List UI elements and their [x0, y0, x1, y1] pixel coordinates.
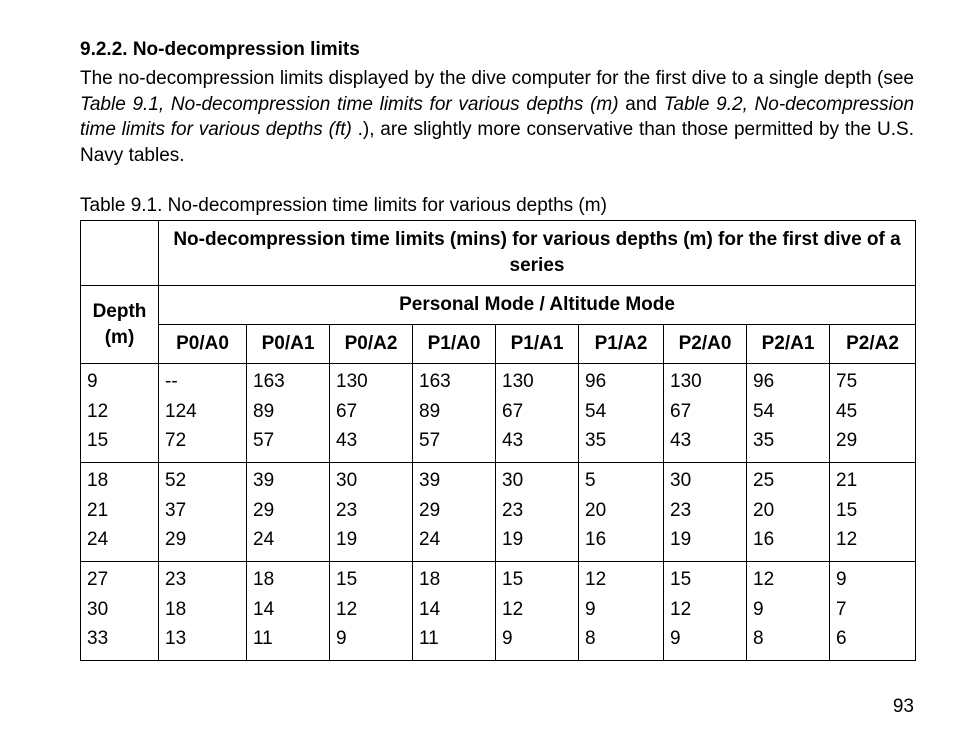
time-value: 67: [336, 400, 358, 422]
time-value: 54: [753, 400, 775, 422]
no-deco-table: [80, 220, 916, 661]
time-value: 15: [670, 569, 692, 590]
time-limit-cell: [413, 364, 496, 463]
column-header: P2/A0: [664, 325, 747, 364]
time-limit-cell: [330, 463, 413, 562]
time-value: 67: [502, 400, 524, 422]
time-value: 7: [836, 598, 847, 620]
time-value: 29: [165, 529, 187, 550]
table-reference-m[interactable]: Table 9.1, No-decompression time limits for various depths (m): [80, 93, 619, 115]
table-corner-cell: [81, 221, 159, 286]
time-limit-cell: [496, 364, 579, 463]
time-value: 12: [836, 529, 858, 550]
time-value: 130: [670, 371, 702, 392]
time-limit-cell: [159, 364, 247, 463]
intro-paragraph: [80, 66, 914, 168]
time-value: 163: [253, 371, 285, 392]
time-value: 23: [336, 499, 358, 521]
time-value: 16: [753, 529, 775, 550]
time-value: 54: [585, 400, 607, 422]
depth-header: Depth (m): [81, 286, 159, 364]
depth-value: 18: [87, 470, 109, 491]
depth-value: 24: [87, 529, 109, 550]
time-value: 9: [336, 628, 347, 649]
time-value: 37: [165, 499, 187, 521]
time-limit-cell: [413, 463, 496, 562]
time-value: 57: [253, 430, 275, 451]
time-value: 16: [585, 529, 607, 550]
table-caption: Table 9.1. No-decompression time limits for various depths (m): [80, 195, 607, 216]
time-value: 30: [336, 470, 358, 491]
table-row: [81, 463, 916, 562]
column-header: P0/A1: [247, 325, 330, 364]
time-value: 72: [165, 430, 187, 451]
time-value: 43: [336, 430, 358, 451]
time-limit-cell: [413, 562, 496, 661]
time-value: 6: [836, 628, 847, 649]
column-header: P2/A2: [830, 325, 916, 364]
time-value: 52: [165, 470, 187, 491]
column-header: P2/A1: [747, 325, 830, 364]
time-value: 19: [336, 529, 358, 550]
depth-value: 33: [87, 628, 109, 649]
time-value: 18: [253, 569, 275, 590]
time-limit-cell: [496, 562, 579, 661]
time-value: 23: [502, 499, 524, 521]
time-limit-cell: [247, 364, 330, 463]
time-value: 30: [670, 470, 692, 491]
table-row: [81, 364, 916, 463]
time-value: 25: [753, 470, 775, 491]
time-value: 35: [585, 430, 607, 451]
time-value: 75: [836, 371, 858, 392]
para-text-1: The no-decompression limits displayed by the dive computer for the first dive to a single depth (see: [80, 68, 914, 89]
column-header: P1/A2: [579, 325, 664, 364]
time-value: 29: [419, 499, 441, 521]
time-limit-cell: [247, 463, 330, 562]
time-value: 43: [502, 430, 524, 451]
time-value: 29: [253, 499, 275, 521]
time-limit-cell: [664, 463, 747, 562]
column-header: P1/A0: [413, 325, 496, 364]
time-value: 15: [502, 569, 524, 590]
time-value: 96: [585, 371, 607, 392]
time-value: 12: [585, 569, 607, 590]
time-value: 67: [670, 400, 692, 422]
time-value: 35: [753, 430, 775, 451]
time-limit-cell: [159, 463, 247, 562]
para-text-3: .), are slightly more conservative than those permitted by the U.S. Navy tables.: [80, 119, 914, 166]
table-reference-ft[interactable]: Table 9.2, No-decompression time limits for various depths (ft): [80, 93, 915, 140]
time-value: 9: [585, 598, 596, 620]
time-limit-cell: [747, 562, 830, 661]
time-value: 8: [753, 628, 764, 649]
time-limit-cell: [830, 562, 916, 661]
time-value: 13: [165, 628, 187, 649]
time-value: 11: [419, 628, 439, 649]
time-value: 5: [585, 470, 596, 491]
time-limit-cell: [830, 364, 916, 463]
page-content: [80, 38, 914, 661]
time-value: 130: [502, 371, 534, 392]
mode-header: Personal Mode / Altitude Mode: [159, 286, 916, 325]
time-limit-cell: [579, 463, 664, 562]
time-value: --: [165, 371, 178, 392]
time-limit-cell: [159, 562, 247, 661]
depth-value: 30: [87, 598, 109, 620]
time-value: 19: [502, 529, 524, 550]
time-limit-cell: [664, 562, 747, 661]
page-number: 93: [892, 696, 914, 717]
depth-value: 9: [87, 371, 98, 392]
time-value: 12: [753, 569, 775, 590]
time-value: 14: [419, 598, 441, 620]
time-value: 18: [419, 569, 441, 590]
top-header: No-decompression time limits (mins) for various depths (m) for the first dive of a series: [159, 221, 916, 286]
depth-value: 21: [87, 499, 109, 521]
time-value: 12: [336, 598, 358, 620]
time-limit-cell: [664, 364, 747, 463]
time-limit-cell: [330, 364, 413, 463]
time-value: 57: [419, 430, 441, 451]
time-value: 11: [253, 628, 273, 649]
time-value: 20: [753, 499, 775, 521]
time-value: 9: [836, 569, 847, 590]
column-header: P1/A1: [496, 325, 579, 364]
time-value: 19: [670, 529, 692, 550]
time-value: 124: [165, 400, 197, 422]
time-value: 23: [165, 569, 187, 590]
time-value: 29: [836, 430, 858, 451]
time-value: 9: [502, 628, 513, 649]
table-row: [81, 562, 916, 661]
time-limit-cell: [747, 364, 830, 463]
time-limit-cell: [579, 562, 664, 661]
time-value: 8: [585, 628, 596, 649]
time-value: 18: [165, 598, 187, 620]
time-value: 15: [336, 569, 358, 590]
time-value: 163: [419, 371, 451, 392]
time-value: 96: [753, 371, 775, 392]
time-value: 24: [253, 529, 275, 550]
section-heading: 9.2.2. No-decompression limits: [80, 39, 360, 60]
column-header: P0/A2: [330, 325, 413, 364]
time-value: 24: [419, 529, 441, 550]
depth-value: 27: [87, 569, 109, 590]
time-value: 9: [753, 598, 764, 620]
time-limit-cell: [330, 562, 413, 661]
time-limit-cell: [496, 463, 579, 562]
time-value: 20: [585, 499, 607, 521]
time-limit-cell: [747, 463, 830, 562]
time-value: 15: [836, 499, 858, 521]
time-value: 14: [253, 598, 275, 620]
depth-cell: [81, 463, 159, 562]
depth-value: 12: [87, 400, 109, 422]
para-text-2: and: [618, 93, 664, 115]
time-value: 43: [670, 430, 692, 451]
time-value: 12: [670, 598, 692, 620]
depth-cell: [81, 562, 159, 661]
time-value: 12: [502, 598, 524, 620]
time-value: 30: [502, 470, 524, 491]
time-value: 45: [836, 400, 858, 422]
time-value: 89: [419, 400, 441, 422]
time-limit-cell: [830, 463, 916, 562]
time-value: 89: [253, 400, 275, 422]
time-value: 39: [419, 470, 441, 491]
time-value: 130: [336, 371, 368, 392]
time-value: 23: [670, 499, 692, 521]
depth-cell: [81, 364, 159, 463]
time-value: 39: [253, 470, 275, 491]
time-limit-cell: [247, 562, 330, 661]
column-header: P0/A0: [159, 325, 247, 364]
time-limit-cell: [579, 364, 664, 463]
time-value: 9: [670, 628, 681, 649]
time-value: 21: [836, 470, 858, 491]
depth-value: 15: [87, 430, 109, 451]
